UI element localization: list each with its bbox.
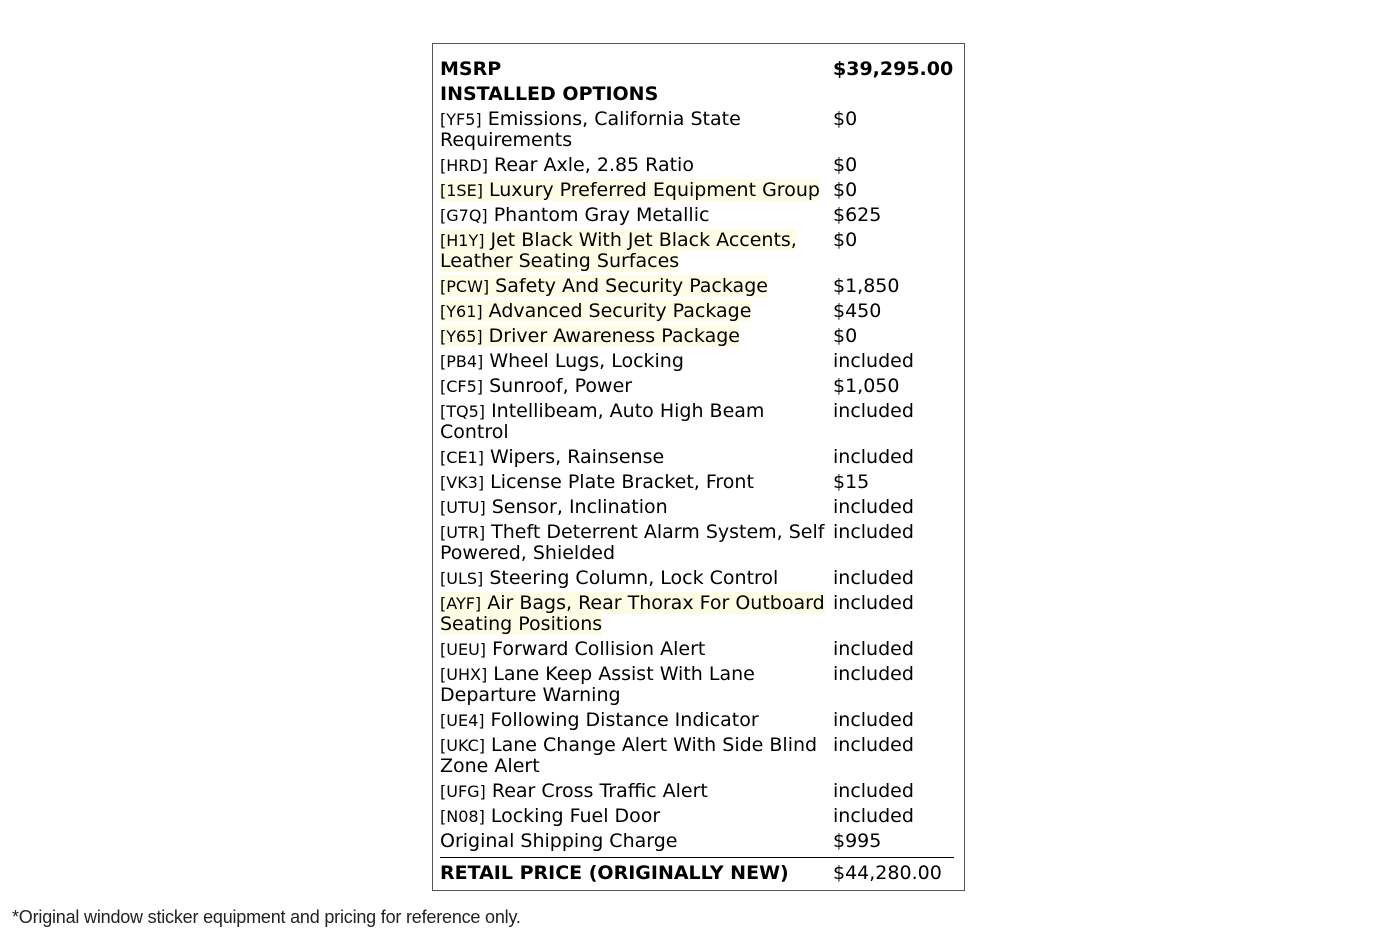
option-price: included [833,446,914,468]
option-row [440,228,954,274]
option-name: Intellibeam, Auto High Beam Control [440,400,765,443]
option-code: [ULS] [440,569,484,588]
option-code: [TQ5] [440,402,486,421]
option-name: Driver Awareness Package [488,325,740,347]
option-description [440,228,833,274]
msrp-label: MSRP [440,58,502,80]
option-price: included [833,709,914,731]
option-row [440,591,954,637]
option-price: included [833,734,914,756]
option-description [440,708,833,733]
option-name: Lane Keep Assist With Lane Departure Warning [440,663,755,706]
disclaimer-footnote: *Original window sticker equipment and pricing for reference only. [12,907,521,927]
option-text [440,446,664,468]
option-price: included [833,592,914,614]
msrp-value: $39,295.00 [833,58,954,80]
option-name: Steering Column, Lock Control [489,567,779,589]
option-code: [1SE] [440,181,483,200]
option-name: Air Bags, Rear Thorax For Outboard Seating Positions [440,592,825,635]
option-description [440,520,833,566]
option-code: [VK3] [440,473,485,492]
option-code: [N08] [440,807,485,826]
option-text [440,638,705,660]
option-row [440,708,954,733]
option-description [440,495,833,520]
option-highlight [440,592,825,635]
option-code: [G7Q] [440,206,488,225]
option-name: Locking Fuel Door [490,805,661,827]
shipping-value: $995 [833,830,882,852]
option-code: [H1Y] [440,231,485,250]
option-text [440,350,684,372]
option-name: Rear Axle, 2.85 Ratio [494,154,694,176]
option-name: Jet Black With Jet Black Accents, Leather Seating Surfaces [440,229,797,272]
option-price: included [833,350,914,372]
option-name: Safety And Security Package [495,275,768,297]
option-code: [UEU] [440,640,487,659]
retail-price-row [440,857,954,886]
option-code: [UTU] [440,498,486,517]
option-description [440,470,833,495]
option-code: [PCW] [440,277,490,296]
option-name: Sunroof, Power [489,375,633,397]
option-row [440,733,954,779]
option-name: Following Distance Indicator [490,709,759,731]
option-text [440,471,754,493]
window-sticker [432,43,965,891]
option-text [440,805,660,827]
option-text [440,780,708,802]
option-text [440,663,755,706]
option-row [440,399,954,445]
option-code: [UFG] [440,782,486,801]
option-name: Forward Collision Alert [492,638,706,660]
option-code: [PB4] [440,352,484,371]
option-row [440,804,954,829]
option-highlight [440,300,751,322]
option-highlight [440,325,740,347]
option-price: $0 [833,179,858,201]
option-code: [UHX] [440,665,488,684]
option-description [440,374,833,399]
option-description [440,591,833,637]
option-text [440,108,741,151]
option-description [440,637,833,662]
option-name: Lane Change Alert With Side Blind Zone Alert [440,734,818,777]
option-description [440,445,833,470]
option-price: $0 [833,154,858,176]
option-price: included [833,567,914,589]
option-code: [UKC] [440,736,485,755]
option-code: [UE4] [440,711,485,730]
option-text [440,375,632,397]
option-code: [UTR] [440,523,486,542]
option-name: Advanced Security Package [488,300,752,322]
options-heading-row [440,82,954,107]
option-row [440,107,954,153]
option-description [440,107,833,153]
option-name: Rear Cross Traffic Alert [491,780,708,802]
option-code: [CE1] [440,448,484,467]
option-name: Wipers, Rainsense [490,446,665,468]
option-row [440,178,954,203]
option-description [440,153,833,178]
option-name: Phantom Gray Metallic [493,204,710,226]
option-name: Wheel Lugs, Locking [489,350,684,372]
option-row [440,274,954,299]
option-price: $0 [833,229,858,251]
option-description [440,804,833,829]
option-code: [Y65] [440,327,483,346]
option-description [440,779,833,804]
option-code: [Y61] [440,302,483,321]
option-row [440,520,954,566]
option-price: $15 [833,471,870,493]
option-price: included [833,400,914,422]
option-description [440,566,833,591]
option-text [440,400,764,443]
options-heading: INSTALLED OPTIONS [440,83,659,105]
option-price: included [833,496,914,518]
option-name: Sensor, Inclination [491,496,668,518]
option-description [440,324,833,349]
option-description [440,203,833,228]
option-row [440,566,954,591]
option-name: Luxury Preferred Equipment Group [488,179,820,201]
option-price: $450 [833,300,882,322]
option-text [440,204,709,226]
option-row [440,324,954,349]
option-code: [AYF] [440,594,482,613]
option-row [440,374,954,399]
option-row [440,203,954,228]
options-list [440,107,954,829]
option-price: included [833,663,914,685]
option-description [440,299,833,324]
option-price: included [833,780,914,802]
option-description [440,733,833,779]
msrp-row [440,57,954,82]
option-price: $1,850 [833,275,900,297]
option-price: included [833,521,914,543]
option-name: Emissions, California State Requirements [440,108,741,151]
option-text [440,567,778,589]
option-price: $0 [833,108,858,130]
option-code: [CF5] [440,377,484,396]
option-name: License Plate Bracket, Front [490,471,754,493]
option-price: $625 [833,204,882,226]
shipping-label: Original Shipping Charge [440,830,678,852]
option-text [440,154,694,176]
option-description [440,349,833,374]
option-text [440,709,759,731]
option-text [440,521,824,564]
retail-price-value: $44,280.00 [833,862,942,884]
option-row [440,349,954,374]
option-row [440,495,954,520]
option-description [440,178,833,203]
option-price: included [833,805,914,827]
option-price: $0 [833,325,858,347]
option-description [440,399,833,445]
option-row [440,445,954,470]
option-text [440,496,668,518]
option-text [440,734,817,777]
option-row [440,153,954,178]
option-row [440,637,954,662]
option-highlight [440,275,768,297]
option-price: $1,050 [833,375,900,397]
option-row [440,662,954,708]
option-description [440,662,833,708]
option-code: [HRD] [440,156,488,175]
option-description [440,274,833,299]
shipping-row [440,829,954,854]
option-row [440,470,954,495]
option-highlight [440,229,797,272]
option-code: [YF5] [440,110,482,129]
option-row [440,779,954,804]
option-row [440,299,954,324]
option-price: included [833,638,914,660]
retail-price-label: RETAIL PRICE (ORIGINALLY NEW) [440,862,789,884]
option-name: Theft Deterrent Alarm System, Self Powered, Shielded [440,521,825,564]
option-highlight [440,179,820,201]
